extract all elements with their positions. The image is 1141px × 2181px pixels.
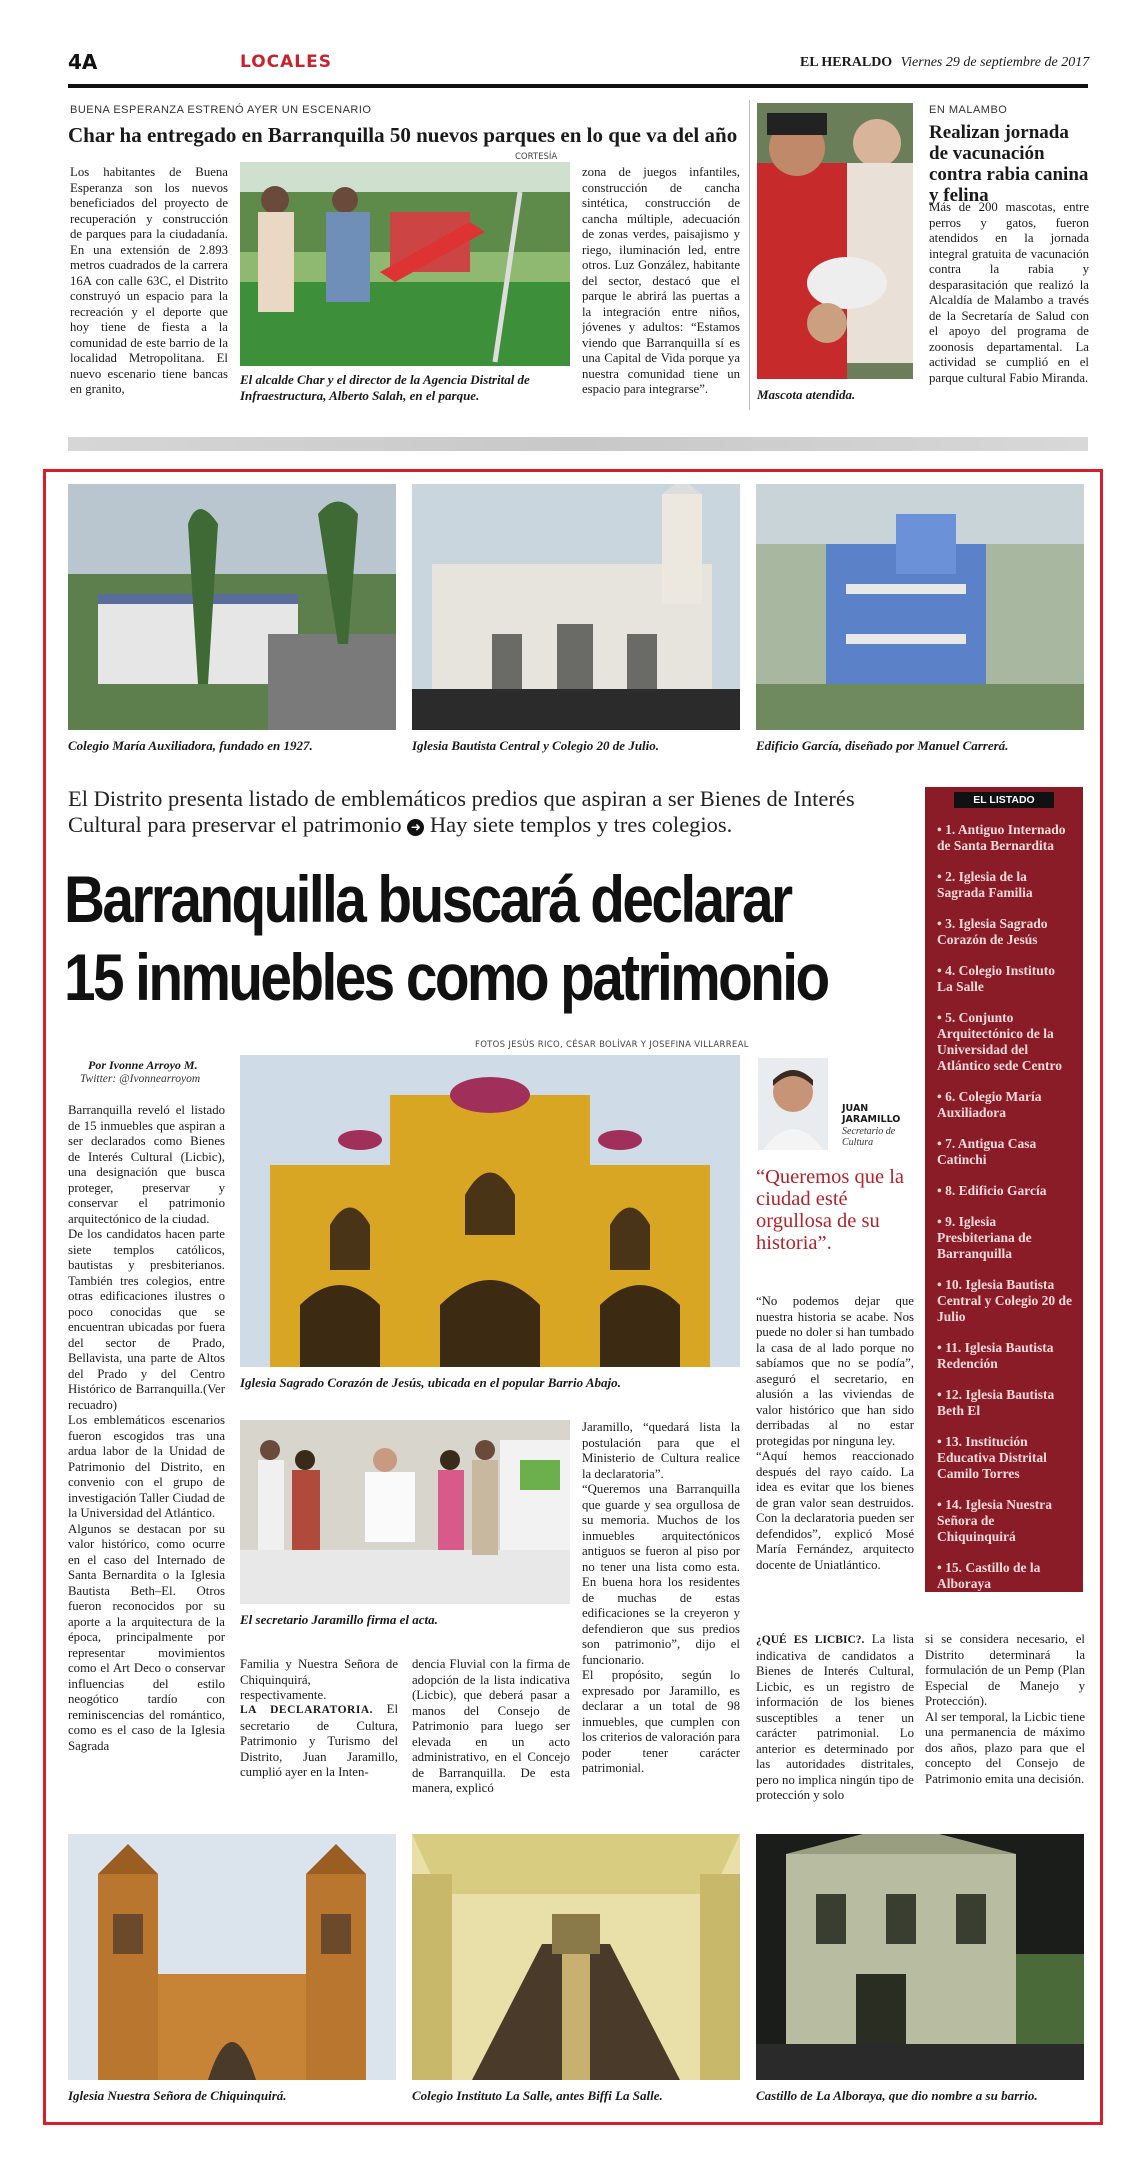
listado-item: • 2. Iglesia de la Sagrada Familia bbox=[937, 869, 1033, 900]
iglesia-bautista-photo bbox=[412, 484, 740, 730]
listado-item: • 5. Conjunto Arquitectónico de la Universidad del Atlántico sede Centro bbox=[937, 1010, 1062, 1073]
vaccination-photo bbox=[757, 103, 913, 379]
main-col2b bbox=[240, 1702, 398, 1781]
listado-item: • 12. Iglesia Bautista Beth El bbox=[937, 1387, 1055, 1418]
listado-items bbox=[925, 818, 1083, 1592]
sagrado-corazon-caption: Iglesia Sagrado Corazón de Jesús, ubicada en el popular Barrio Abajo. bbox=[240, 1375, 621, 1390]
declaratoria-lead: LA DECLARATORIA. bbox=[240, 1704, 374, 1716]
maria-auxiliadora-photo bbox=[68, 484, 396, 730]
maria-auxiliadora-caption: Colegio María Auxiliadora, fundado en 1927. bbox=[68, 738, 313, 753]
newspaper-name: EL HERALDO bbox=[800, 55, 893, 70]
la-salle-photo bbox=[412, 1834, 740, 2080]
vaccination-caption: Mascota atendida. bbox=[757, 387, 856, 402]
twitter-handle: Twitter: @Ivonnearroyom bbox=[80, 1073, 201, 1085]
story-deck bbox=[68, 786, 903, 838]
listado-box bbox=[925, 787, 1083, 1592]
listado-item: • 11. Iglesia Bautista Redención bbox=[937, 1340, 1054, 1371]
page-number: 4A bbox=[68, 50, 98, 74]
listado-item: • 4. Colegio Instituto La Salle bbox=[937, 963, 1055, 994]
listado-item: • 1. Antiguo Internado de Santa Bernardita bbox=[937, 822, 1066, 853]
signing-caption: El secretario Jaramillo firma el acta. bbox=[240, 1612, 438, 1627]
main-col3: dencia Fluvial con la firma de adopción de la lista indicativa (Licbic), que deberá pasar a manos del Consejo de Patrimonio para luego ser elevada en un acto administrativo, en el Concejo de Barranquilla. De esta manera, explicó bbox=[412, 1657, 570, 1795]
top-story-col3: zona de juegos infantiles, construcción de cancha sintética, construcción de cancha múltiple, adecuación de zonas verdes, paisajismo y riego, iluminación led, entre otros. Luz González, habitante del sector, destacó que el parque le abrirá las puertas a la integración entre niños, jóvenes y adultos: “Estamos viendo que Barranquilla sí es una Capital de Vida porque ya nuestra comunidad tiene un espacio para integrarse”. bbox=[582, 165, 740, 396]
alboraya-caption: Castillo de La Alboraya, que dio nombre a su barrio. bbox=[756, 2088, 1038, 2103]
main-headline bbox=[64, 860, 828, 1016]
jaramillo-portrait bbox=[758, 1058, 828, 1150]
profile-last-name: JARAMILLO bbox=[842, 1114, 901, 1125]
top-story-col1: Los habitantes de Buena Esperanza son los nuevos beneficiados del proyecto de recuperación y construcción de parques para la ciudadanía. En una extensión de 2.893 metros cuadrados de la carrera 16A con calle 63C, el Distrito construyó un espacio para la recreación y el deporte que hoy tiene de fiesta a la comunidad de este barrio de la localidad Metropolitana. El nuevo escenario tiene bancas en granito, bbox=[70, 165, 228, 396]
main-col6: si se considera necesario, el Distrito determinará la formulación de un Pemp (Plan Especial de Manejo y Protección). Al ser temporal, la Licbic tiene una permanencia de máximo dos años, plazo para que el concepto del Consejo de Patrimonio emita una decisión. bbox=[925, 1632, 1085, 1786]
headline-line-2: 15 inmuebles como patrimonio bbox=[64, 940, 828, 1014]
byline: Por Ivonne Arroyo M. bbox=[88, 1058, 198, 1072]
section-label: LOCALES bbox=[240, 52, 332, 72]
chiquinquira-caption: Iglesia Nuestra Señora de Chiquinquirá. bbox=[68, 2088, 287, 2103]
declaratoria-text: El secretario de Cultura, Patrimonio y Turismo del Distrito, Juan Jaramillo, cumplió ayer en la Inten- bbox=[240, 1702, 398, 1779]
listado-item: • 14. Iglesia Nuestra Señora de Chiquinquirá bbox=[937, 1497, 1052, 1544]
deck-text: El Distrito presenta listado de emblemáticos predios que aspiran a ser Bienes de Interés Cultural para preservar el patrimonio bbox=[68, 786, 855, 837]
headline-line-1: Barranquilla buscará declarar bbox=[64, 862, 791, 936]
column-rule bbox=[749, 100, 750, 410]
main-col4: Jaramillo, “quedará lista la postulación para que el Ministerio de Cultura realice la declaratoria”. “Queremos una Barranquilla que guarde y sea orgullosa de su memoria. Muchos de los inmuebles arquitectónicos antiguos se fueron al piso por no tener una lista como esta. En buena hora los residentes de muchas de estas edificaciones se la creyeron y defendieron que sus predios son patrimonio”, dijo el funcionario. El propósito, según lo expresado por Jaramillo, es declarar a un total de 98 inmuebles, que cumplen con los criterios de valoración para poder tener carácter patrimonial. bbox=[582, 1420, 740, 1775]
park-photo-caption: El alcalde Char y el director de la Agencia Distrital de Infraestructura, Alberto Salah, en el parque. bbox=[240, 372, 530, 403]
main-col2a: Familia y Nuestra Señora de Chiquinquirá, respectivamente. bbox=[240, 1657, 398, 1702]
main-col5b bbox=[756, 1632, 914, 1806]
la-salle-caption: Colegio Instituto La Salle, antes Biffi La Salle. bbox=[412, 2088, 663, 2103]
deck-text-2: Hay siete templos y tres colegios. bbox=[429, 812, 733, 837]
alboraya-photo bbox=[756, 1834, 1084, 2080]
edificio-garcia-caption: Edificio García, diseñado por Manuel Carrerá. bbox=[756, 738, 1009, 753]
licbic-text: La lista indicativa de candidatos a Bienes de Interés Cultural, Licbic, es un registro de información de los bienes susceptibles a tener un carácter patrimonial. Lo anterior es determinado por las autoridades distritales, pero no implica ningún tipo de protección y solo bbox=[756, 1632, 914, 1802]
listado-item: • 6. Colegio María Auxiliadora bbox=[937, 1089, 1042, 1120]
listado-title: EL LISTADO bbox=[954, 792, 1054, 808]
chiquinquira-photo bbox=[68, 1834, 396, 2080]
pull-quote: “Queremos que la ciudad esté orgullosa de su historia”. bbox=[756, 1166, 904, 1254]
listado-item: • 13. Institución Educativa Distrital Camilo Torres bbox=[937, 1434, 1047, 1481]
main-col5: “No podemos dejar que nuestra historia se acabe. Nos puede no doler si han tumbado la casa de al lado porque no sabíamos que no se podía”, aseguró el secretario, en alusión a las viviendas de valor histórico que han sido derribadas al no estar protegidas por ninguna ley. “Aquí hemos reaccionado después del rayo caído. La idea es evitar que los bienes de gran valor sean destruidos. Con la declaratoria pueden ser defendidos”, explicó Mosé María Fernández, arquitecto docente de Uniatlántico. bbox=[756, 1294, 914, 1572]
photo-credits: FOTOS JESÚS RICO, CÉSAR BOLÍVAR Y JOSEFINA VILLARREAL bbox=[475, 1040, 749, 1050]
listado-item: • 7. Antigua Casa Catinchi bbox=[937, 1136, 1037, 1167]
side-story-headline: Realizan jornada de vacunación contra rabia canina y felina bbox=[929, 122, 1089, 206]
header-rule bbox=[68, 84, 1088, 88]
main-col1: Barranquilla reveló el listado de 15 inmuebles que aspiran a ser declarados como Bienes de Interés Cultural (Licbic), una designación que busca proteger, preservar y conservar el patrimonio arquitectónico de la ciudad. De los candidatos hacen parte siete templos católicos, bautistas y presbiterianos. También tres colegios, entre otras edificaciones ilustres o poco conocidas que se encuentran ubicadas por fuera del sector de Prado, Bellavista, una parte de Altos del Prado y del Centro Histórico de Barranquilla.(Ver recuadro) Los emblemáticos escenarios fueron escogidos tras una ardua labor de la Unidad de Patrimonio del Distrito, en convenio con el grupo de investigación Taller Ciudad de la Universidad del Atlántico. Algunos se destacan por su valor histórico, como ocurre en el caso del Internado de Santa Bernardita o la Iglesia Bautista Beth–El. Otros fueron reconocidos por su aporte a la arquitectura de la época, principalmente por representar movimientos como el Art Deco o conservar influencias del estilo neogótico tardío con reminiscencias del romántico, como es el caso de la Iglesia Sagrada bbox=[68, 1103, 225, 1753]
edificio-garcia-photo bbox=[756, 484, 1084, 730]
listado-item: • 9. Iglesia Presbiteriana de Barranquilla bbox=[937, 1214, 1032, 1261]
licbic-lead: ¿QUÉ ES LICBIC?. bbox=[756, 1634, 865, 1646]
signing-photo bbox=[240, 1420, 570, 1604]
park-photo bbox=[240, 162, 570, 366]
top-story-headline: Char ha entregado en Barranquilla 50 nuevos parques en lo que va del año bbox=[68, 123, 738, 147]
profile-role: Secretario de Cultura bbox=[842, 1126, 896, 1148]
masthead-line bbox=[800, 54, 1089, 71]
side-story-kicker: EN MALAMBO bbox=[929, 104, 1008, 116]
profile-name bbox=[842, 1103, 900, 1125]
section-separator bbox=[68, 437, 1088, 451]
top-story-kicker: BUENA ESPERANZA ESTRENÓ AYER UN ESCENARIO bbox=[70, 104, 372, 116]
sagrado-corazon-photo bbox=[240, 1055, 740, 1367]
listado-item: • 15. Castillo de la Alboraya bbox=[937, 1560, 1041, 1591]
listado-item: • 10. Iglesia Bautista Central y Colegio 20 de Julio bbox=[937, 1277, 1072, 1324]
listado-item: • 3. Iglesia Sagrado Corazón de Jesús bbox=[937, 916, 1048, 947]
page-date: Viernes 29 de septiembre de 2017 bbox=[900, 55, 1090, 70]
side-story-body: Más de 200 mascotas, entre perros y gatos, fueron atendidos en la jornada integral gratuita de vacunación contra la rabia y desparasitación que realizó la Alcaldía de Malambo a través de la Secretaría de Salud con el apoyo del programa de zoonosis departamental. La actividad se cumplió en el parque cultural Fabio Miranda. bbox=[929, 200, 1089, 385]
iglesia-bautista-caption: Iglesia Bautista Central y Colegio 20 de Julio. bbox=[412, 738, 660, 753]
arrow-right-icon: ➜ bbox=[407, 819, 424, 836]
listado-item: • 8. Edificio García bbox=[937, 1183, 1047, 1198]
profile-first-name: JUAN bbox=[842, 1103, 869, 1114]
photo-credit: CORTESÍA bbox=[515, 152, 558, 162]
